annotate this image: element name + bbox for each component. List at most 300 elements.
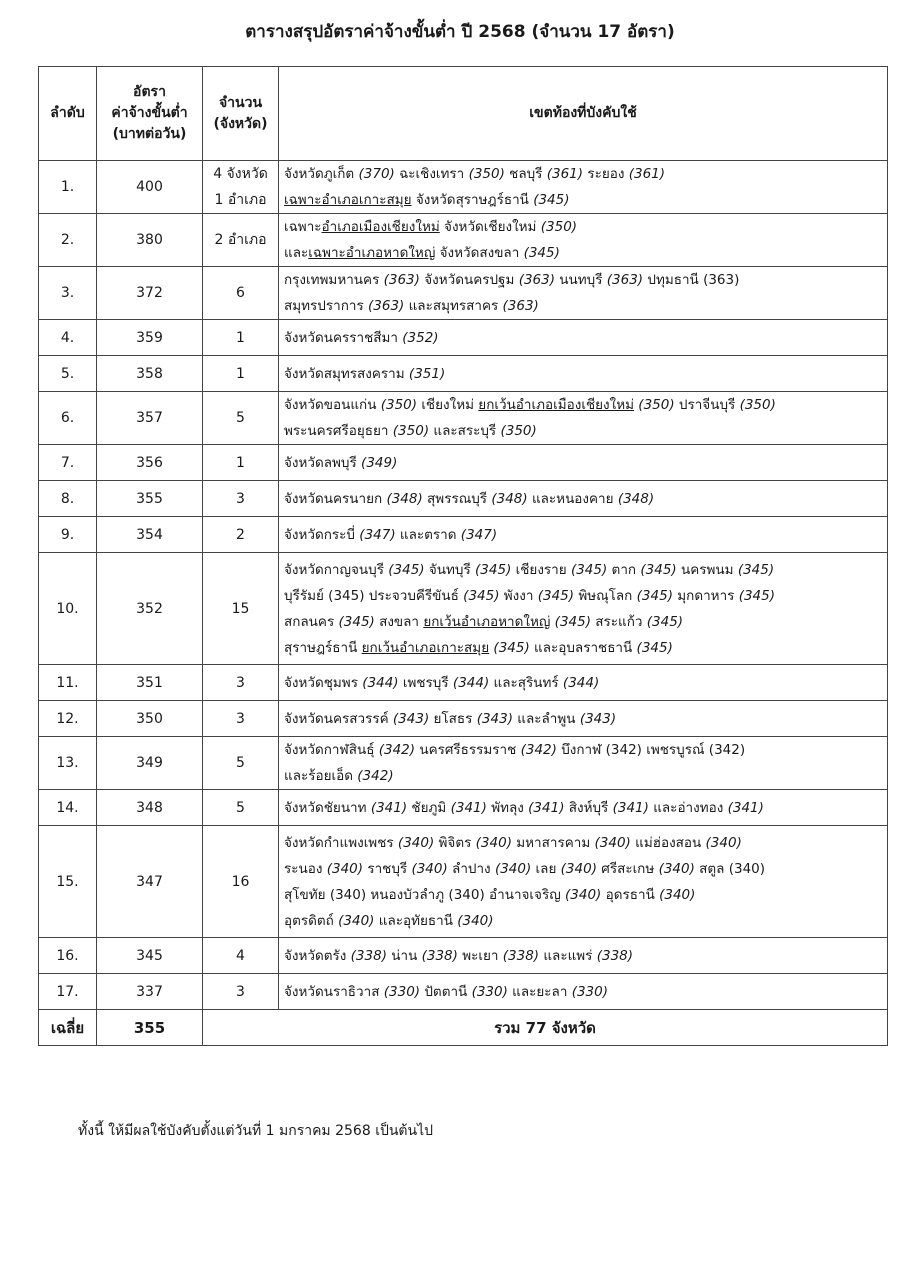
row-order: 10. (39, 553, 97, 665)
area-text-segment: (340) (338, 912, 375, 929)
page-title: ตารางสรุปอัตราค่าจ้างขั้นต่ำ ปี 2568 (จำนวน 17 อัตรา) (245, 22, 675, 42)
table-row (39, 974, 888, 1010)
area-text-segment: ปทุมธานี (363) (643, 272, 740, 288)
area-text-segment: เชียงราย (511, 561, 571, 578)
area-line (284, 737, 885, 763)
area-text-segment: (345) (554, 613, 591, 630)
area-text-segment: (343) (579, 710, 617, 727)
area-text-segment: (341) (528, 799, 565, 816)
area-text-segment: และสมุทรสาคร (404, 298, 503, 314)
header-area: เขตท้องที่บังคับใช้ (279, 67, 888, 161)
area-text-segment: สิงห์บุรี (564, 799, 613, 816)
row-order: 16. (39, 938, 97, 974)
area-text-segment: (347) (460, 526, 498, 543)
table-row (39, 826, 888, 938)
area-text-segment: (340) (659, 886, 696, 903)
area-text-segment: สกลนคร (284, 613, 339, 630)
minimum-wage-table (38, 66, 888, 1046)
row-area (279, 517, 888, 553)
area-text-segment: (341) (370, 799, 408, 816)
row-order: 2. (39, 214, 97, 267)
row-area (279, 737, 888, 790)
area-text-segment: ศรีสะเกษ (596, 860, 659, 877)
row-order: 14. (39, 790, 97, 826)
area-text-segment: และยะลา (507, 983, 572, 1000)
table-row (39, 701, 888, 737)
area-line (284, 361, 885, 387)
area-line (284, 161, 885, 187)
area-text-segment: อำเภอเมืองเชียงใหม่ (321, 219, 440, 235)
area-text-segment: และอุบลราชธานี (529, 639, 637, 656)
header-rate-line: อัตรา (133, 84, 166, 100)
area-line (284, 418, 885, 444)
row-count (203, 320, 279, 356)
row-count (203, 161, 279, 214)
area-text-segment: พะเยา (457, 947, 503, 964)
table-row (39, 665, 888, 701)
area-text-segment: (363) (606, 272, 644, 288)
area-text-segment: (344) (562, 674, 600, 691)
area-text-segment: (345) (570, 561, 608, 578)
area-text-segment: พิษณุโลก (574, 587, 637, 604)
area-text-segment: ยกเว้นอำเภอเกาะสมุย (361, 639, 490, 656)
area-line (284, 267, 885, 293)
area-text-segment: (340) (397, 834, 435, 851)
area-line (284, 557, 885, 583)
row-area (279, 665, 888, 701)
area-text-segment: จังหวัดลพบุรี (284, 454, 362, 471)
area-text-segment: สุโขทัย (340) หนองบัวลำภู (340) อำนาจเจริญ (284, 886, 566, 903)
row-rate: 348 (97, 790, 203, 826)
area-text-segment: (338) (596, 947, 634, 964)
row-order: 3. (39, 267, 97, 320)
area-text-segment: จังหวัดกระบี่ (284, 526, 360, 543)
area-text-segment: (363) (383, 272, 420, 288)
table-row (39, 214, 888, 267)
area-text-segment: (340) (705, 834, 742, 851)
row-count (203, 481, 279, 517)
area-text-segment: (338) (502, 947, 540, 964)
row-area (279, 161, 888, 214)
table-row (39, 938, 888, 974)
area-text-segment: สตูล (340) (694, 860, 766, 877)
row-order: 4. (39, 320, 97, 356)
row-count (203, 267, 279, 320)
row-rate: 356 (97, 445, 203, 481)
area-text-segment: นครศรีธรรมราช (415, 742, 521, 758)
row-area (279, 553, 888, 665)
area-text-segment: น่าน (386, 947, 422, 964)
area-text-segment: (345) (640, 561, 677, 578)
row-order: 9. (39, 517, 97, 553)
area-text-segment: (342) (357, 768, 394, 784)
area-text-segment: มหาสารคาม (511, 834, 595, 851)
area-text-segment: (348) (386, 490, 423, 507)
table-row (39, 320, 888, 356)
area-text-segment: (330) (471, 983, 508, 1000)
row-rate: 372 (97, 267, 203, 320)
header-rate (97, 67, 203, 161)
area-text-segment: ราชบุรี (363, 860, 412, 877)
row-area (279, 356, 888, 392)
area-text-segment: (345) (537, 587, 575, 604)
row-area (279, 974, 888, 1010)
area-line (284, 943, 885, 969)
table-row (39, 392, 888, 445)
area-text-segment: จังหวัดขอนแก่น (284, 397, 381, 413)
area-text-segment: (341) (450, 799, 487, 816)
row-count-line: 4 (236, 947, 245, 964)
area-text-segment: จันทบุรี (424, 561, 476, 578)
area-text-segment: จังหวัดตรัง (284, 947, 351, 964)
row-rate: 347 (97, 826, 203, 938)
area-text-segment: เฉพาะอำเภอเกาะสมุย (284, 192, 412, 208)
row-count (203, 701, 279, 737)
row-count (203, 445, 279, 481)
footer-label: เฉลี่ย (39, 1010, 97, 1046)
area-text-segment: จังหวัดสงขลา (435, 245, 524, 261)
table-body (39, 161, 888, 1010)
row-count-line: 2 อำเภอ (214, 232, 267, 248)
area-text-segment: และอุทัยธานี (374, 912, 458, 929)
row-count-line: 3 (236, 710, 245, 727)
table-row (39, 517, 888, 553)
area-text-segment: (350) (392, 423, 430, 439)
area-text-segment: (352) (402, 329, 439, 346)
row-order: 5. (39, 356, 97, 392)
area-text-segment: (341) (612, 799, 649, 816)
row-order: 8. (39, 481, 97, 517)
area-text-segment: (350) (500, 423, 537, 439)
row-count-line: 16 (231, 873, 250, 890)
row-area (279, 267, 888, 320)
row-rate: 380 (97, 214, 203, 267)
area-text-segment: (344) (452, 674, 490, 691)
row-rate: 357 (97, 392, 203, 445)
area-line (284, 486, 885, 512)
effective-date-note: ทั้งนี้ ให้มีผลใช้บังคับตั้งแต่วันที่ 1 มกราคม 2568 เป็นต้นไป (78, 1123, 434, 1139)
area-line (284, 670, 885, 696)
area-text-segment: (342) (378, 742, 416, 758)
table-row (39, 267, 888, 320)
area-text-segment: (341) (727, 799, 764, 816)
row-order: 6. (39, 392, 97, 445)
area-line (284, 795, 885, 821)
area-text-segment: ตาก (607, 561, 641, 578)
area-text-segment: และลำพูน (513, 710, 580, 727)
area-text-segment: จังหวัดสุราษฎร์ธานี (411, 192, 534, 208)
area-text-segment: (345) (463, 587, 500, 604)
area-text-segment: จังหวัดนครนายก (284, 490, 387, 507)
row-area (279, 320, 888, 356)
area-text-segment: (345) (737, 561, 775, 578)
row-rate: 345 (97, 938, 203, 974)
row-order: 13. (39, 737, 97, 790)
area-text-segment: จังหวัดสมุทรสงคราม (284, 365, 409, 382)
area-line (284, 187, 885, 213)
area-text-segment: จังหวัดนครราชสีมา (284, 329, 403, 346)
area-text-segment: ปัตตานี (420, 983, 472, 1000)
area-text-segment: (340) (658, 860, 695, 877)
area-text-segment: ปราจีนบุรี (674, 397, 740, 413)
area-line (284, 763, 885, 789)
area-text-segment: (340) (326, 860, 364, 877)
area-text-segment: (363) (368, 298, 405, 314)
area-text-segment: และอ่างทอง (648, 799, 728, 816)
area-text-segment: (363) (502, 298, 539, 314)
area-text-segment: และตราด (395, 526, 461, 543)
row-count (203, 665, 279, 701)
area-text-segment: จังหวัดภูเก็ต (284, 166, 359, 182)
area-text-segment: (350) (739, 397, 776, 413)
area-text-segment: (349) (361, 454, 398, 471)
area-text-segment: พระนครศรีอยุธยา (284, 423, 393, 439)
row-count-line: 1 (236, 454, 245, 471)
row-count-line: 5 (236, 799, 245, 816)
area-text-segment: จังหวัดกาญจนบุรี (284, 561, 389, 578)
area-text-segment: และสระบุรี (429, 423, 501, 439)
area-line (284, 882, 885, 908)
area-text-segment: ระยอง (583, 166, 629, 182)
row-count-line: 15 (231, 600, 250, 617)
area-text-segment: และสุรินทร์ (489, 674, 563, 691)
area-text-segment: ยกเว้นอำเภอหาดใหญ่ (423, 613, 551, 630)
row-count-line: 1 (236, 365, 245, 382)
row-count (203, 826, 279, 938)
area-line (284, 908, 885, 934)
row-rate: 359 (97, 320, 203, 356)
row-rate: 351 (97, 665, 203, 701)
area-text-segment: (343) (476, 710, 514, 727)
area-text-segment: อุดรธานี (601, 886, 660, 903)
area-text-segment: เฉพาะอำเภอหาดใหญ่ (308, 245, 436, 261)
area-line (284, 856, 885, 882)
area-text-segment: (340) (411, 860, 448, 877)
row-count (203, 356, 279, 392)
row-count-line: 4 จังหวัด (213, 166, 268, 182)
area-text-segment: เพชรบุรี (398, 674, 453, 691)
area-text-segment: (340) (594, 834, 631, 851)
table-row (39, 445, 888, 481)
area-line (284, 214, 885, 240)
area-line (284, 830, 885, 856)
area-line (284, 240, 885, 266)
area-text-segment: ระนอง (284, 860, 327, 877)
area-text-segment: นนทบุรี (555, 272, 607, 288)
area-text-segment: (340) (494, 860, 532, 877)
area-text-segment: (361) (546, 166, 584, 182)
area-line (284, 392, 885, 418)
area-line (284, 609, 885, 635)
table-row (39, 553, 888, 665)
footer-average: 355 (97, 1010, 203, 1046)
area-text-segment: บึงกาฬ (342) เพชรบูรณ์ (342) (556, 742, 746, 758)
row-area (279, 445, 888, 481)
area-text-segment: สุพรรณบุรี (422, 490, 492, 507)
row-count-line: 3 (236, 490, 245, 507)
row-area (279, 701, 888, 737)
table-row (39, 481, 888, 517)
area-text-segment: และแพร่ (539, 947, 597, 964)
area-text-segment: (345) (388, 561, 425, 578)
area-text-segment: กรุงเทพมหานคร (284, 272, 384, 288)
area-text-segment: (350) (380, 397, 418, 413)
area-text-segment: จังหวัดนราธิวาส (284, 983, 384, 1000)
footer-total: รวม 77 จังหวัด (203, 1010, 888, 1046)
row-area (279, 826, 888, 938)
table-footer-row (39, 1010, 888, 1046)
row-count (203, 974, 279, 1010)
area-text-segment: (345) (646, 613, 684, 630)
area-line (284, 635, 885, 661)
header-count-line: (จังหวัด) (213, 115, 268, 132)
area-text-segment: บุรีรัมย์ (345) ประจวบคีรีขันธ์ (284, 587, 464, 604)
row-count-line: 5 (236, 755, 245, 771)
area-text-segment: (363) (518, 272, 555, 288)
area-line (284, 979, 885, 1005)
area-text-segment: (345) (475, 561, 512, 578)
area-text-segment: เฉพาะ (284, 219, 322, 235)
row-area (279, 214, 888, 267)
row-rate: 354 (97, 517, 203, 553)
area-text-segment: ยโสธร (429, 710, 477, 727)
area-text-segment: ยกเว้นอำเภอเมืองเชียงใหม่ (478, 397, 634, 413)
area-text-segment: สมุทรปราการ (284, 298, 368, 314)
row-count (203, 553, 279, 665)
area-text-segment: (345) (338, 613, 375, 630)
area-text-segment: สระแก้ว (590, 613, 647, 630)
table-row (39, 356, 888, 392)
area-text-segment: (345) (493, 639, 530, 656)
table-row (39, 790, 888, 826)
row-area (279, 938, 888, 974)
row-count-line: 5 (236, 410, 245, 426)
row-rate: 352 (97, 553, 203, 665)
area-text-segment: (345) (636, 587, 673, 604)
header-order: ลำดับ (39, 67, 97, 161)
header-count (203, 67, 279, 161)
area-text-segment: (345) (523, 245, 560, 261)
row-count-line: 1 (236, 329, 245, 346)
area-text-segment: จังหวัดกำแพงเพชร (284, 834, 398, 851)
area-text-segment: สุราษฎร์ธานี (284, 639, 362, 656)
area-text-segment: (351) (408, 365, 446, 382)
area-text-segment: ชลบุรี (504, 166, 547, 182)
area-text-segment: เลย (531, 860, 561, 877)
row-count (203, 790, 279, 826)
area-text-segment: (344) (362, 674, 399, 691)
area-text-segment: (348) (617, 490, 655, 507)
row-rate: 349 (97, 737, 203, 790)
area-text-segment: (370) (358, 166, 395, 182)
area-text-segment: (330) (383, 983, 421, 1000)
row-area (279, 481, 888, 517)
area-text-segment: และ (284, 245, 309, 261)
table-row (39, 161, 888, 214)
header-rate-line: ค่าจ้างขั้นต่ำ (111, 105, 188, 121)
row-count-line: 3 (236, 674, 245, 691)
area-text-segment: (340) (457, 912, 494, 929)
area-text-segment: มุกดาหาร (672, 587, 739, 604)
row-rate: 337 (97, 974, 203, 1010)
row-order: 1. (39, 161, 97, 214)
row-rate: 400 (97, 161, 203, 214)
area-text-segment: จังหวัดนครปฐม (419, 272, 519, 288)
area-text-segment: แม่ฮ่องสอน (630, 834, 706, 851)
area-line (284, 325, 885, 351)
row-order: 15. (39, 826, 97, 938)
row-rate: 350 (97, 701, 203, 737)
area-text-segment: ชัยภูมิ (407, 799, 451, 816)
row-count (203, 517, 279, 553)
header-rate-line: (บาทต่อวัน) (112, 126, 187, 142)
area-text-segment: เชียงใหม่ (417, 397, 479, 413)
table-header-row (39, 67, 888, 161)
row-rate: 358 (97, 356, 203, 392)
row-count (203, 392, 279, 445)
area-text-segment: (340) (560, 860, 597, 877)
row-count (203, 737, 279, 790)
row-order: 7. (39, 445, 97, 481)
area-text-segment: พังงา (499, 587, 538, 604)
area-text-segment: (340) (565, 886, 602, 903)
area-text-segment: (342) (520, 742, 557, 758)
row-count (203, 214, 279, 267)
row-order: 17. (39, 974, 97, 1010)
area-line (284, 583, 885, 609)
area-text-segment: นครพนม (676, 561, 738, 578)
area-text-segment: ฉะเชิงเทรา (394, 166, 469, 182)
area-text-segment: และร้อยเอ็ด (284, 768, 358, 784)
area-text-segment: และหนองคาย (527, 490, 618, 507)
area-text-segment: พิจิตร (434, 834, 476, 851)
area-text-segment: อุตรดิตถ์ (284, 912, 339, 929)
area-text-segment: พัทลุง (486, 799, 529, 816)
row-count-line: 6 (236, 285, 245, 301)
area-text-segment: สงขลา (374, 613, 424, 630)
row-count-line: 3 (236, 983, 245, 1000)
area-text-segment: (343) (392, 710, 430, 727)
row-order: 12. (39, 701, 97, 737)
area-text-segment: จังหวัดเชียงใหม่ (439, 219, 541, 235)
area-text-segment: (345) (738, 587, 776, 604)
area-line (284, 706, 885, 732)
area-line (284, 293, 885, 319)
area-text-segment: จังหวัดนครสวรรค์ (284, 710, 393, 727)
row-count (203, 938, 279, 974)
area-text-segment: จังหวัดชุมพร (284, 674, 363, 691)
row-count-line: 2 (236, 526, 245, 543)
area-text-segment: (348) (491, 490, 528, 507)
area-text-segment: จังหวัดชัยนาท (284, 799, 371, 816)
area-text-segment: (350) (638, 397, 675, 413)
table-row (39, 737, 888, 790)
area-line (284, 522, 885, 548)
area-text-segment: ลำปาง (447, 860, 495, 877)
area-line (284, 450, 885, 476)
area-text-segment: จังหวัดกาฬสินธุ์ (284, 742, 379, 758)
area-text-segment: (330) (571, 983, 609, 1000)
area-text-segment: (350) (540, 219, 578, 235)
row-order: 11. (39, 665, 97, 701)
area-text-segment: (338) (350, 947, 387, 964)
area-text-segment: (350) (468, 166, 505, 182)
area-text-segment: (347) (359, 526, 396, 543)
area-text-segment: (340) (475, 834, 512, 851)
area-text-segment: (345) (636, 639, 673, 656)
row-area (279, 790, 888, 826)
area-text-segment: (361) (628, 166, 666, 182)
